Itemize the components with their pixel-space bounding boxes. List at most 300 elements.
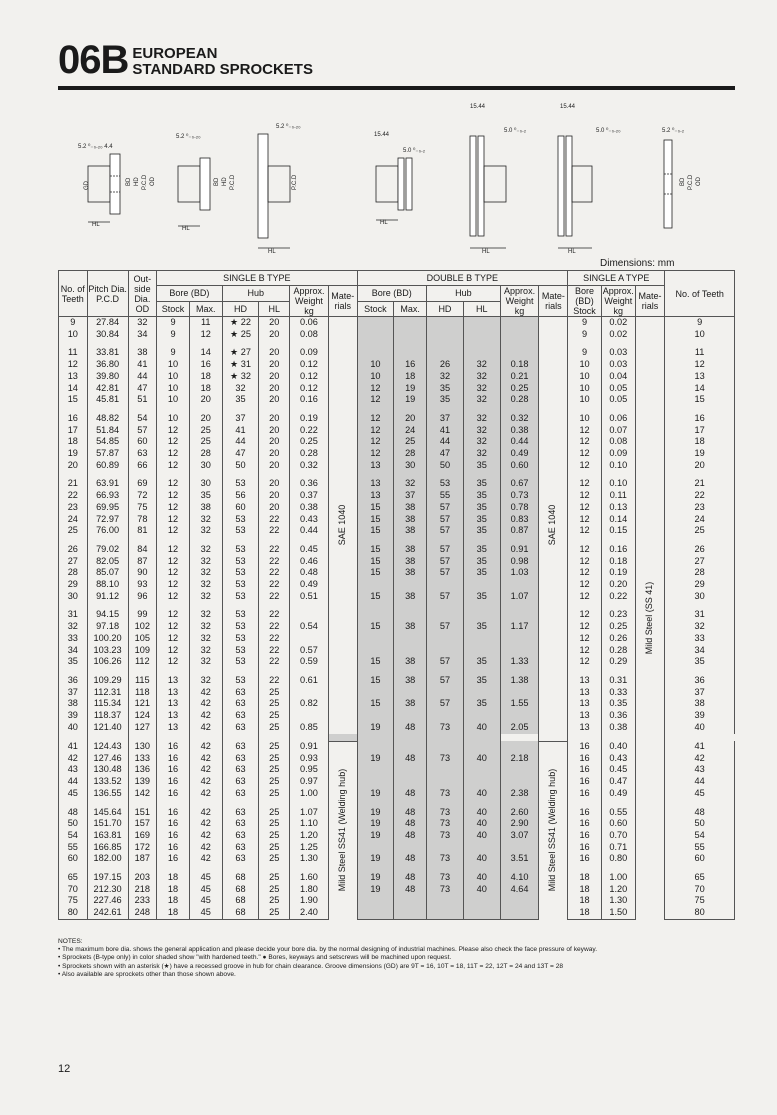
- cell-as: 12: [568, 448, 602, 460]
- group-gap: [59, 668, 735, 675]
- cell-t: 55: [59, 842, 88, 854]
- cell-dw: [500, 329, 539, 341]
- cell-sbs: 10: [157, 371, 190, 383]
- cell-hl: 20: [259, 460, 290, 472]
- cell-sbm: 32: [189, 621, 222, 633]
- cell-pcd: 127.46: [87, 753, 128, 765]
- cell-sw: 1.10: [290, 818, 329, 830]
- table-row: [59, 741, 735, 753]
- cell-as: 12: [568, 609, 602, 621]
- cell-sbm: 42: [189, 842, 222, 854]
- table-row: [59, 425, 735, 437]
- cell-aw: 1.50: [601, 907, 635, 919]
- cell-dhd: [427, 609, 464, 621]
- cell-t: 38: [665, 698, 735, 710]
- cell-dw: 0.32: [500, 413, 539, 425]
- cell-as: 12: [568, 556, 602, 568]
- cell-t: 54: [59, 830, 88, 842]
- cell-sbm: 30: [189, 478, 222, 490]
- drawing-double-b-large: [470, 104, 527, 255]
- cell-dbm: [394, 347, 427, 359]
- cell-dhd: [427, 317, 464, 329]
- cell-sbs: 12: [157, 633, 190, 645]
- cell-sbs: 16: [157, 753, 190, 765]
- cell-hd: 68: [222, 907, 259, 919]
- cell-aw: 0.40: [601, 741, 635, 753]
- cell-as: 12: [568, 460, 602, 472]
- cell-dbs: 19: [357, 853, 394, 865]
- cell-hd: 60: [222, 502, 259, 514]
- material-db-bottom: Mild Steel SS41 (Welding hub): [547, 769, 558, 892]
- cell-od: 69: [128, 478, 157, 490]
- label-gd: GD: [84, 181, 90, 190]
- cell-as: 10: [568, 359, 602, 371]
- table-row: [59, 788, 735, 800]
- cell-pcd: 212.30: [87, 884, 128, 896]
- cell-aw: 0.08: [601, 436, 635, 448]
- cell-sbs: 16: [157, 830, 190, 842]
- cell-hd: 53: [222, 675, 259, 687]
- cell-sbm: 32: [189, 656, 222, 668]
- cell-t: 22: [59, 490, 88, 502]
- cell-sbs: 12: [157, 621, 190, 633]
- cell-dhl: 35: [463, 525, 500, 537]
- cell-t: 40: [665, 722, 735, 734]
- cell-sbs: 18: [157, 872, 190, 884]
- label-hl-4: HL: [380, 220, 388, 226]
- table-row: [59, 609, 735, 621]
- cell-dbm: 48: [394, 830, 427, 842]
- cell-t: 54: [665, 830, 735, 842]
- cell-t: 60: [59, 853, 88, 865]
- cell-dbs: 15: [357, 675, 394, 687]
- cell-dbs: 15: [357, 544, 394, 556]
- cell-od: 63: [128, 448, 157, 460]
- cell-hd: ★ 27: [222, 347, 259, 359]
- cell-sw: 0.61: [290, 675, 329, 687]
- cell-t: 50: [59, 818, 88, 830]
- cell-od: 139: [128, 776, 157, 788]
- cell-hl: 22: [259, 633, 290, 645]
- cell-aw: 0.19: [601, 567, 635, 579]
- cell-aw: 0.18: [601, 556, 635, 568]
- th-sa-bore: Bore (BD) Stock: [568, 286, 602, 317]
- label-d4: 15.44: [374, 132, 390, 138]
- cell-dhl: 35: [463, 544, 500, 556]
- cell-dhl: 40: [463, 722, 500, 734]
- cell-hd: 53: [222, 514, 259, 526]
- cell-sbm: 42: [189, 753, 222, 765]
- cell-dw: 0.87: [500, 525, 539, 537]
- cell-hl: 22: [259, 525, 290, 537]
- cell-dbm: 38: [394, 556, 427, 568]
- cell-t: 48: [665, 807, 735, 819]
- cell-hd: 63: [222, 722, 259, 734]
- th-sb-materials: Mate- rials: [328, 286, 357, 317]
- cell-aw: 0.15: [601, 525, 635, 537]
- cell-t: 29: [59, 579, 88, 591]
- cell-dbs: [357, 329, 394, 341]
- cell-sbs: 12: [157, 556, 190, 568]
- cell-sbs: 16: [157, 741, 190, 753]
- cell-t: 9: [59, 317, 88, 329]
- cell-as: 13: [568, 722, 602, 734]
- cell-as: 16: [568, 807, 602, 819]
- cell-t: 12: [59, 359, 88, 371]
- cell-dbs: [357, 842, 394, 854]
- cell-dw: [500, 609, 539, 621]
- cell-sbs: 12: [157, 656, 190, 668]
- cell-sw: 0.19: [290, 413, 329, 425]
- cell-hl: 22: [259, 609, 290, 621]
- cell-hd: ★ 32: [222, 371, 259, 383]
- cell-dw: [500, 317, 539, 329]
- cell-dbm: 48: [394, 818, 427, 830]
- cell-t: 45: [59, 788, 88, 800]
- cell-dhl: 35: [463, 591, 500, 603]
- cell-t: 36: [59, 675, 88, 687]
- table-row: [59, 394, 735, 406]
- cell-sbm: 35: [189, 490, 222, 502]
- table-row: [59, 687, 735, 699]
- cell-t: 30: [665, 591, 735, 603]
- label-bd-1: BD: [126, 177, 132, 186]
- cell-sbm: 28: [189, 448, 222, 460]
- cell-dhd: [427, 347, 464, 359]
- label-hl-3: HL: [268, 249, 276, 255]
- cell-dbs: 15: [357, 591, 394, 603]
- table-row: [59, 579, 735, 591]
- cell-aw: 0.29: [601, 656, 635, 668]
- th-sb-hd: HD: [222, 301, 259, 317]
- cell-aw: 0.11: [601, 490, 635, 502]
- cell-od: 142: [128, 788, 157, 800]
- cell-dbs: 19: [357, 818, 394, 830]
- cell-dbs: 13: [357, 478, 394, 490]
- cell-hl: 22: [259, 567, 290, 579]
- cell-t: 20: [665, 460, 735, 472]
- cell-sw: 0.32: [290, 460, 329, 472]
- cell-aw: 0.47: [601, 776, 635, 788]
- cell-hd: 53: [222, 621, 259, 633]
- cell-t: 29: [665, 579, 735, 591]
- cell-aw: 0.31: [601, 675, 635, 687]
- cell-t: 19: [59, 448, 88, 460]
- cell-pcd: 72.97: [87, 514, 128, 526]
- cell-t: 37: [59, 687, 88, 699]
- cell-sbm: 11: [189, 317, 222, 329]
- cell-as: 12: [568, 591, 602, 603]
- cell-dbs: [357, 633, 394, 645]
- cell-sw: 0.25: [290, 436, 329, 448]
- cell-dw: [500, 687, 539, 699]
- table-row: [59, 764, 735, 776]
- cell-dbs: 12: [357, 413, 394, 425]
- cell-dw: 1.33: [500, 656, 539, 668]
- cell-sw: 0.46: [290, 556, 329, 568]
- cell-sw: 0.49: [290, 579, 329, 591]
- cell-hd: 63: [222, 788, 259, 800]
- cell-pcd: 112.31: [87, 687, 128, 699]
- cell-as: 9: [568, 329, 602, 341]
- cell-dhd: 57: [427, 567, 464, 579]
- cell-aw: 0.25: [601, 621, 635, 633]
- th-sb-weight: Approx. Weight kg: [290, 286, 329, 317]
- cell-dhd: 73: [427, 853, 464, 865]
- cell-dbm: 38: [394, 525, 427, 537]
- cell-dbm: 48: [394, 872, 427, 884]
- cell-sbm: 42: [189, 853, 222, 865]
- cell-sbs: 18: [157, 884, 190, 896]
- cell-dbs: [357, 710, 394, 722]
- cell-sw: [290, 633, 329, 645]
- cell-t: 32: [665, 621, 735, 633]
- cell-t: 25: [665, 525, 735, 537]
- cell-od: 102: [128, 621, 157, 633]
- cell-od: 87: [128, 556, 157, 568]
- table-row: [59, 448, 735, 460]
- cell-sbs: 13: [157, 722, 190, 734]
- cell-sw: 0.59: [290, 656, 329, 668]
- cell-dw: 0.21: [500, 371, 539, 383]
- cell-aw: 0.55: [601, 807, 635, 819]
- label-d3: 5.2 ⁰₋₀.₂₀: [276, 124, 301, 130]
- cell-dhd: 57: [427, 525, 464, 537]
- cell-dw: 1.55: [500, 698, 539, 710]
- cell-dbm: 24: [394, 425, 427, 437]
- cell-sw: 0.22: [290, 425, 329, 437]
- cell-hl: 25: [259, 710, 290, 722]
- cell-t: 48: [59, 807, 88, 819]
- cell-sbm: 38: [189, 502, 222, 514]
- th-no-teeth-right: No. of Teeth: [665, 271, 735, 317]
- cell-dbm: [394, 907, 427, 919]
- th-db-materials: Mate- rials: [539, 286, 568, 317]
- cell-dbm: [394, 764, 427, 776]
- th-outside: Out- side Dia. OD: [128, 271, 157, 317]
- cell-od: 41: [128, 359, 157, 371]
- cell-dbs: [357, 609, 394, 621]
- table-row: [59, 478, 735, 490]
- cell-as: 12: [568, 656, 602, 668]
- notes-title: NOTES:: [58, 938, 83, 945]
- cell-hd: ★ 22: [222, 317, 259, 329]
- cell-od: 47: [128, 383, 157, 395]
- cell-sbm: 45: [189, 895, 222, 907]
- cell-dbm: 38: [394, 514, 427, 526]
- cell-dhd: [427, 741, 464, 753]
- cell-sw: 0.12: [290, 383, 329, 395]
- cell-sbm: 32: [189, 525, 222, 537]
- cell-pcd: 54.85: [87, 436, 128, 448]
- cell-hl: 20: [259, 448, 290, 460]
- cell-sbs: 16: [157, 842, 190, 854]
- cell-hl: 20: [259, 425, 290, 437]
- cell-hl: 25: [259, 776, 290, 788]
- cell-hl: 22: [259, 621, 290, 633]
- cell-pcd: 103.23: [87, 645, 128, 657]
- cell-pcd: 63.91: [87, 478, 128, 490]
- cell-od: 75: [128, 502, 157, 514]
- table-row: [59, 842, 735, 854]
- cell-dhd: 57: [427, 544, 464, 556]
- cell-sbs: 12: [157, 609, 190, 621]
- cell-pcd: 97.18: [87, 621, 128, 633]
- cell-dhl: [463, 687, 500, 699]
- cell-hd: 63: [222, 776, 259, 788]
- cell-sbs: 12: [157, 502, 190, 514]
- table-row: [59, 776, 735, 788]
- cell-pcd: 76.00: [87, 525, 128, 537]
- cell-sbs: 10: [157, 359, 190, 371]
- cell-sbs: 12: [157, 645, 190, 657]
- note-3: • Sprockets shown with an asterisk (★) have a recessed groove in hub for chain clearance. Groove dimensions (GD) are 9T = 16, 10T = 18, 11T = 22, 12T = 24 and 13T = 28: [58, 962, 564, 970]
- cell-hd: 47: [222, 448, 259, 460]
- cell-dhd: 73: [427, 884, 464, 896]
- cell-sbm: 18: [189, 383, 222, 395]
- cell-dbm: 18: [394, 371, 427, 383]
- cell-sbm: 32: [189, 675, 222, 687]
- drawing-single-b: [176, 133, 236, 232]
- cell-as: 16: [568, 788, 602, 800]
- cell-hl: 22: [259, 514, 290, 526]
- cell-sbm: 45: [189, 872, 222, 884]
- cell-dhd: [427, 895, 464, 907]
- cell-t: 12: [665, 359, 735, 371]
- cell-dhl: [463, 645, 500, 657]
- cell-dbm: 25: [394, 436, 427, 448]
- cell-dw: 0.25: [500, 383, 539, 395]
- cell-dbs: 19: [357, 830, 394, 842]
- cell-dbs: 12: [357, 383, 394, 395]
- cell-hd: 53: [222, 609, 259, 621]
- cell-dhd: 41: [427, 425, 464, 437]
- cell-hd: 53: [222, 556, 259, 568]
- cell-sbm: 42: [189, 830, 222, 842]
- cell-aw: 0.02: [601, 317, 635, 329]
- cell-dw: [500, 741, 539, 753]
- cell-dbs: 13: [357, 490, 394, 502]
- cell-t: 10: [59, 329, 88, 341]
- title-line-2: STANDARD SPROCKETS: [132, 61, 313, 78]
- cell-hd: 50: [222, 460, 259, 472]
- cell-hl: 25: [259, 807, 290, 819]
- notes: [58, 938, 748, 979]
- cell-sbs: 12: [157, 460, 190, 472]
- cell-sbs: 12: [157, 567, 190, 579]
- cell-hd: 53: [222, 633, 259, 645]
- cell-hl: 22: [259, 675, 290, 687]
- cell-pcd: 118.37: [87, 710, 128, 722]
- cell-aw: 0.36: [601, 710, 635, 722]
- cell-aw: 0.16: [601, 544, 635, 556]
- group-gap: [59, 537, 735, 544]
- cell-sw: 0.97: [290, 776, 329, 788]
- cell-sw: 0.08: [290, 329, 329, 341]
- cell-sbm: 42: [189, 788, 222, 800]
- cell-as: 16: [568, 764, 602, 776]
- cell-t: 20: [59, 460, 88, 472]
- cell-t: 37: [665, 687, 735, 699]
- cell-dhl: 32: [463, 413, 500, 425]
- cell-dhl: 32: [463, 425, 500, 437]
- cell-hl: 25: [259, 842, 290, 854]
- cell-dbm: [394, 329, 427, 341]
- cell-t: 44: [59, 776, 88, 788]
- cell-sbm: 32: [189, 579, 222, 591]
- cell-dbs: 19: [357, 884, 394, 896]
- cell-dbm: [394, 895, 427, 907]
- cell-dbs: 19: [357, 722, 394, 734]
- cell-sbs: 9: [157, 317, 190, 329]
- cell-sbm: 32: [189, 514, 222, 526]
- cell-dhl: 35: [463, 698, 500, 710]
- cell-pcd: 100.20: [87, 633, 128, 645]
- cell-pcd: 79.02: [87, 544, 128, 556]
- table-row: [59, 895, 735, 907]
- cell-dbs: 12: [357, 425, 394, 437]
- cell-dbm: 38: [394, 621, 427, 633]
- cell-sbs: 13: [157, 687, 190, 699]
- cell-sw: 0.12: [290, 359, 329, 371]
- cell-od: 136: [128, 764, 157, 776]
- cell-hl: 22: [259, 556, 290, 568]
- cell-sbm: 32: [189, 591, 222, 603]
- label-pcd-1: P.C.D: [142, 174, 148, 190]
- cell-aw: 1.00: [601, 872, 635, 884]
- cell-dbm: 38: [394, 656, 427, 668]
- cell-dbs: 12: [357, 448, 394, 460]
- cell-t: 31: [665, 609, 735, 621]
- cell-as: 18: [568, 872, 602, 884]
- cell-dhl: 35: [463, 621, 500, 633]
- cell-t: 75: [665, 895, 735, 907]
- cell-t: 10: [665, 329, 735, 341]
- cell-hl: 20: [259, 502, 290, 514]
- cell-dbs: 15: [357, 621, 394, 633]
- group-gap: [59, 734, 735, 742]
- cell-sbs: 13: [157, 698, 190, 710]
- cell-sbm: 42: [189, 807, 222, 819]
- cell-dhl: 35: [463, 556, 500, 568]
- cell-sbm: 14: [189, 347, 222, 359]
- cell-pcd: 106.26: [87, 656, 128, 668]
- cell-od: 81: [128, 525, 157, 537]
- cell-dhd: 37: [427, 413, 464, 425]
- cell-pcd: 69.95: [87, 502, 128, 514]
- cell-sbm: 25: [189, 436, 222, 448]
- cell-dw: 4.10: [500, 872, 539, 884]
- cell-dw: [500, 710, 539, 722]
- table-row: [59, 633, 735, 645]
- cell-hd: 63: [222, 698, 259, 710]
- cell-as: 12: [568, 478, 602, 490]
- cell-od: 157: [128, 818, 157, 830]
- cell-hd: 63: [222, 807, 259, 819]
- label-od-7: OD: [696, 177, 702, 186]
- label-hd-1: HD: [134, 177, 140, 186]
- cell-sw: 0.91: [290, 741, 329, 753]
- cell-dhl: 35: [463, 502, 500, 514]
- cell-t: 28: [59, 567, 88, 579]
- cell-dhd: 53: [427, 478, 464, 490]
- cell-dhl: 40: [463, 818, 500, 830]
- cell-dbs: 15: [357, 698, 394, 710]
- cell-hd: 63: [222, 830, 259, 842]
- cell-pcd: 82.05: [87, 556, 128, 568]
- group-gap: [59, 602, 735, 609]
- cell-dhd: [427, 687, 464, 699]
